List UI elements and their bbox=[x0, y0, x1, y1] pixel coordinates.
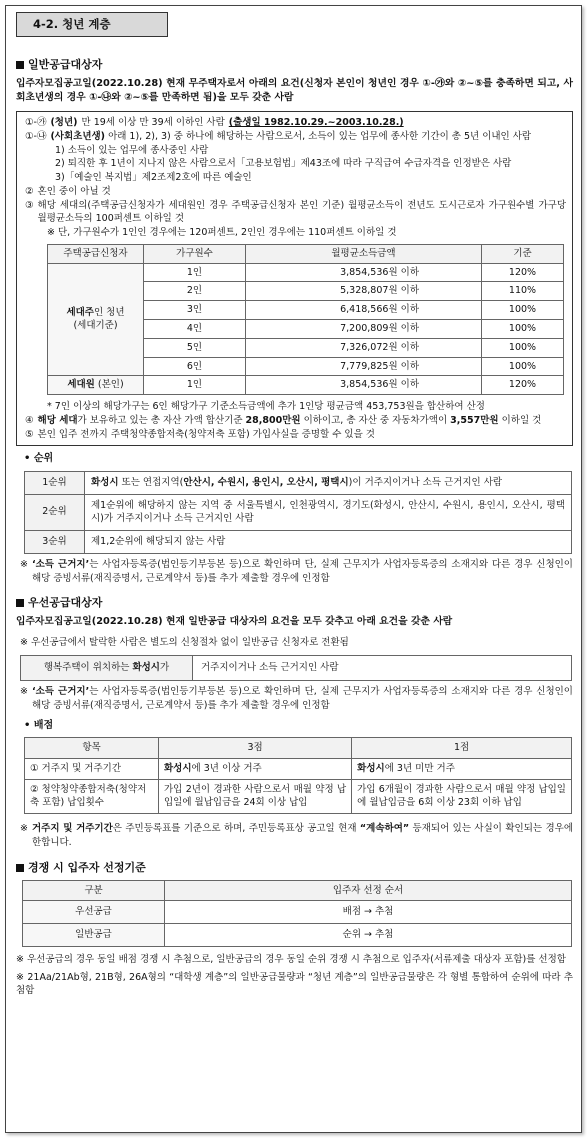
criterion-1b: ①-㉯ (사회초년생) 아래 1), 2), 3) 중 하나에 해당하는 사람으로서, 소득이 있는 업무에 종사한 기간이 총 5년 이내인 사람 bbox=[25, 130, 532, 142]
document-page bbox=[5, 5, 582, 1133]
table-row: 세대주인 청년 (세대기준) 1인 3,854,536원 이하 120% bbox=[48, 263, 564, 282]
table-row: 우선공급 배점 → 추첨 bbox=[23, 901, 572, 924]
section-title: 4-2. 청년 계층 bbox=[16, 12, 168, 37]
criterion-4: ④ 해당 세대가 보유하고 있는 총 자산 가액 합산기준 28,800만원 이하이고, 총 자산 중 자동차가액이 3,557만원 이하일 것 bbox=[25, 414, 542, 426]
general-intro: 입주자모집공고일(2022.10.28) 현재 무주택자로서 아래의 요건(신청자 본인이 청년인 경우 ①-㉮와 ②~⑤를 충족하면 되고, 사회초년생의 경우 ①-㉯와 ②~⑤를 만족하면 됨)을 모두 갖춘 사람 bbox=[16, 77, 573, 103]
table-row: ① 거주지 및 거주기간 화성시에 3년 이상 거주 화성시에 3년 미만 거주 bbox=[25, 758, 572, 779]
score-heading: • 배점 bbox=[24, 719, 54, 731]
select-note-2: ※ 21Aa/21Ab형, 21B형, 26A형의 “대학생 계층”의 일반공급물량과 “청년 계층”의 일반공급물량은 각 형별 통합하여 순위에 따라 추첨함 bbox=[16, 971, 573, 997]
select-heading: 경쟁 시 입주자 선정기준 bbox=[16, 860, 573, 876]
score-table: 항목 3점 1점 ① 거주지 및 거주기간 화성시에 3년 이상 거주 화성시에 3년 미만 거주 ② 청약청약종합저축(청약저축 포함) 납입횟수 가입 2년이 경과한 사람으로서 매월 약정 납입일에 월납입금을 24회 이상 납입 가입 6개월이 경과한 사람으로서 매월 약정 납입일에 월납입금을 6회 이상 23회 이하 납입 bbox=[24, 737, 572, 814]
income-table: 주택공급신청자 가구원수 월평균소득금액 기준 세대주인 청년 (세대기준) 1인 3,854,536원 이하 120% 2인 5,328,807원 이하 110% 3인 6,418,566원 이하 100% 4인 7,200,809원 이하 100% 5인 7,326,072원 이하 100% 6인 7,779,825원 이하 100% 세대원 (본인) 1인 3,854,536원 이하 120% bbox=[47, 244, 564, 395]
score-note: ※ 거주지 및 거주기간은 주민등록표를 기준으로 하며, 주민등록표상 공고일 현재 “계속하여” 등재되어 있는 사실이 확인되는 경우에 한합니다. bbox=[20, 823, 573, 848]
criterion-5: ⑤ 본인 입주 전까지 주택청약종합저축(청약저축 포함) 가입사실을 증명할 수 있을 것 bbox=[25, 428, 375, 440]
rank-note: ※ ‘소득 근거지’는 사업자등록증(법인등기부등본 등)으로 확인하며 단, 실제 근무지가 사업자등록증의 소재지와 다른 경우 신청인이 해당 증빙서류(재직증명서, 근로계약서 등)를 추가 제출할 경우에 인정함 bbox=[20, 558, 573, 584]
criterion-1b-sub3: 3)「예술인 복지법」제2조제2호에 따른 예술인 bbox=[55, 172, 252, 184]
criterion-2: ② 혼인 중이 아닐 것 bbox=[25, 185, 111, 197]
table-row: 6인 7,779,825원 이하 100% bbox=[48, 357, 564, 376]
general-heading: 일반공급대상자 bbox=[16, 57, 573, 73]
table-row: 3순위 제1,2순위에 해당되지 않는 사람 bbox=[25, 531, 572, 554]
priority-city-table bbox=[20, 655, 572, 681]
table-row: 일반공급 순위 → 추첨 bbox=[23, 924, 572, 947]
table-row: 1순위 화성시 또는 연접지역(안산시, 수원시, 용인시, 오산시, 평택시)이 거주지이거나 소득 근거지인 사람 bbox=[25, 471, 572, 494]
criterion-3: ③ 해당 세대의(주택공급신청자가 세대원인 경우 주택공급신청자 본인 기준) 월평균소득이 전년도 도시근로자 가구원수별 가구당 월평균소득의 100퍼센트 이하일 것 bbox=[25, 199, 566, 225]
rank-table bbox=[24, 471, 572, 554]
general-criteria-box bbox=[16, 111, 573, 446]
select-note-1: ※ 우선공급의 경우 동일 배점 경쟁 시 추첨으로, 일반공급의 경우 동일 순위 경쟁 시 추첨으로 입주자(서류제출 대상자 포함)를 선정함 bbox=[16, 953, 566, 965]
table-row: 세대원 (본인) 1인 3,854,536원 이하 120% bbox=[48, 376, 564, 395]
priority-intro: 입주자모집공고일(2022.10.28) 현재 일반공급 대상자의 요건을 모두 갖추고 아래 요건을 갖춘 사람 bbox=[16, 616, 453, 628]
table-row: ② 청약청약종합저축(청약저축 포함) 납입횟수 가입 2년이 경과한 사람으로서 매월 약정 납입일에 월납입금을 24회 이상 납입 가입 6개월이 경과한 사람으로서 매월 약정 납입일에 월납입금을 6회 이상 23회 이하 납입 bbox=[25, 779, 572, 814]
table-row: 2순위 제1순위에 해당하지 않는 지역 중 서울특별시, 인천광역시, 경기도(화성시, 안산시, 수원시, 용인시, 오산시, 평택시)가 거주지이거나 소득 근거지인 사람 bbox=[25, 494, 572, 531]
priority-note-2: ※ ‘소득 근거지’는 사업자등록증(법인등기부등본 등)으로 확인하며 단, 실제 근무지가 사업자등록증의 소재지와 다른 경우 신청인이 해당 증빙서류(재직증명서, 근로계약서 등)를 추가 제출할 경우에 인정함 bbox=[20, 686, 573, 711]
table-row: 3인 6,418,566원 이하 100% bbox=[48, 301, 564, 320]
rank-heading: • 순위 bbox=[24, 453, 54, 465]
priority-heading: 우선공급대상자 bbox=[16, 595, 573, 611]
table-row: 5인 7,326,072원 이하 100% bbox=[48, 338, 564, 357]
criterion-1b-sub1: 1) 소득이 있는 업무에 종사중인 사람 bbox=[55, 144, 209, 156]
square-bullet-icon bbox=[16, 599, 24, 607]
member-label: 세대원 (본인) bbox=[48, 376, 144, 395]
table-row: 2인 5,328,807원 이하 110% bbox=[48, 282, 564, 301]
table-row: 행복주택이 위치하는 화성시가 거주지이거나 소득 근거지인 사람 bbox=[21, 656, 572, 681]
square-bullet-icon bbox=[16, 61, 24, 69]
criterion-1a: ①-㉮ (청년) 만 19세 이상 만 39세 이하인 사람 (출생일 1982.10.29.~2003.10.28.) bbox=[25, 117, 404, 129]
square-bullet-icon bbox=[16, 864, 24, 872]
select-table: 구분 입주자 선정 순서 우선공급 배점 → 추첨 일반공급 순위 → 추첨 bbox=[22, 880, 572, 947]
table-row: 4인 7,200,809원 이하 100% bbox=[48, 319, 564, 338]
criterion-1b-sub2: 2) 퇴직한 후 1년이 지나지 않은 사람으로서「고용보험법」제43조에 따라 구직급여 수급자격을 인정받은 사람 bbox=[55, 158, 512, 170]
criterion-3-note: ※ 단, 가구원수가 1인인 경우에는 120퍼센트, 2인인 경우에는 110퍼센트 이하일 것 bbox=[47, 227, 397, 239]
householder-label: 세대주인 청년 (세대기준) bbox=[48, 263, 144, 376]
priority-note-1: ※ 우선공급에서 탈락한 사람은 별도의 신청절차 없이 일반공급 신청자로 전환됨 bbox=[20, 636, 349, 648]
table-note: * 7인 이상의 해당가구는 6인 해당가구 기준소득금액에 추가 1인당 평균금액 453,753원을 합산하여 산정 bbox=[47, 401, 485, 413]
